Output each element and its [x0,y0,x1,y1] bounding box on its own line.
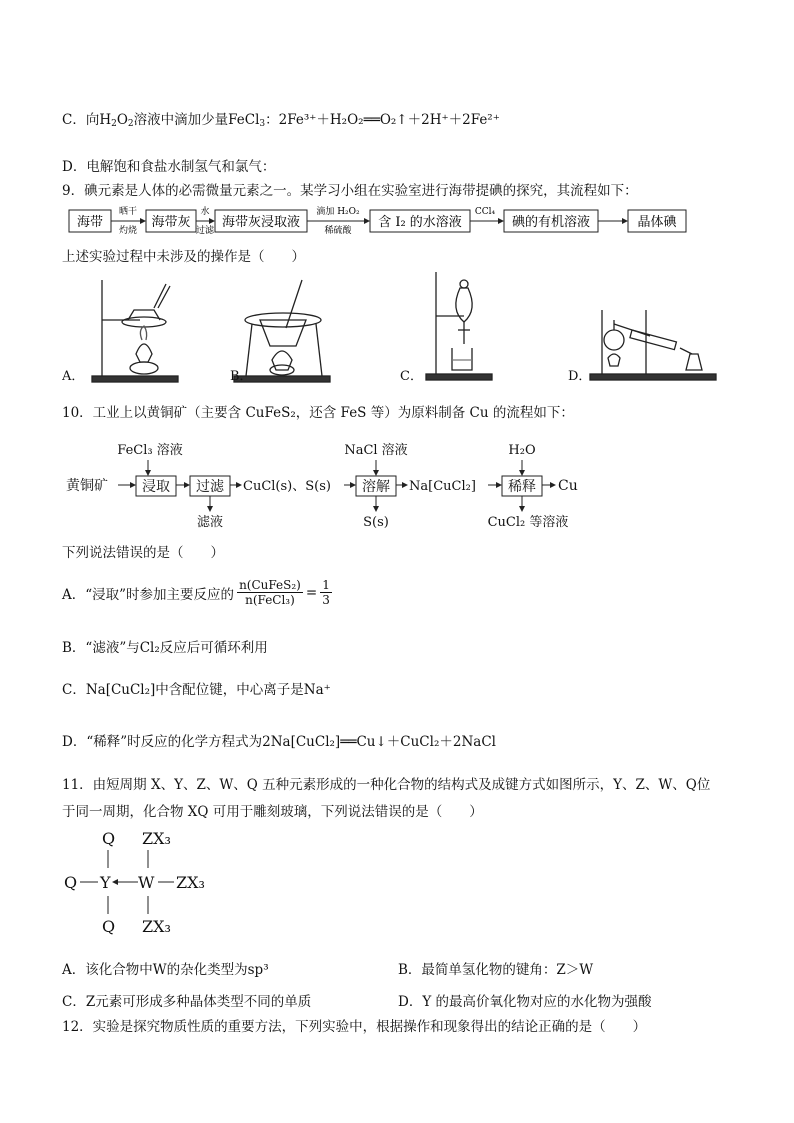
q10-option-b: B．“滤液”与Cl₂反应后可循环利用 [62,640,268,656]
svg-text:H₂O: H₂O [508,443,536,458]
svg-text:CuCl₂ 等溶液: CuCl₂ 等溶液 [487,515,569,530]
apparatus-b-evaporation [234,280,330,382]
svg-text:浸取: 浸取 [142,479,170,495]
q8-option-d: D．电解饱和食盐水制氢气和氯气： [62,159,276,175]
q9-option-c-label: C． [400,369,423,384]
q11-stem-line2: 于同一周期，化合物 XQ 可用于雕刻玻璃，下列说法错误的是（ ） [62,804,483,820]
q10-option-d: D．“稀释”时反应的化学方程式为2Na[CuCl₂]══Cu↓＋CuCl₂＋2NaCl [62,734,496,750]
svg-text:稀释: 稀释 [508,479,536,495]
svg-text:Na[CuCl₂]: Na[CuCl₂] [409,479,476,494]
q9-box-1-label: 海带 [76,215,104,230]
svg-text:灼烧: 灼烧 [118,226,138,236]
svg-text:Cu: Cu [558,478,578,494]
q9-option-d-label: D． [568,369,592,384]
q11-option-b: B．最简单氢化物的键角：Z＞W [398,962,594,978]
svg-text:过滤: 过滤 [196,479,224,495]
svg-text:CCl₄: CCl₄ [474,207,496,217]
svg-text:W: W [138,873,155,892]
svg-text:Q: Q [102,829,116,848]
q11-structure [62,826,232,944]
svg-text:NaCl 溶液: NaCl 溶液 [344,443,408,458]
svg-text:Q: Q [64,873,78,892]
apparatus-c-separatory-funnel [426,272,492,380]
q10-stem: 10．工业上以黄铜矿（主要含 CuFeS₂，还含 FeS 等）为原料制备 Cu 的流程如下： [62,405,574,421]
q9-box-4-label: 含 I₂ 的水溶液 [378,215,462,230]
svg-text:过滤: 过滤 [195,226,215,236]
svg-text:ZX₃: ZX₃ [176,873,205,892]
svg-text:滴加 H₂O₂: 滴加 H₂O₂ [316,207,360,217]
q11-option-a: A．该化合物中W的杂化类型为sp³ [62,962,269,978]
svg-text:晒干: 晒干 [118,207,138,217]
q9-option-a-label: A． [62,369,85,384]
q9-question: 上述实验过程中未涉及的操作是（ ） [62,249,305,265]
q9-apparatus-figures [62,270,722,390]
svg-text:Y: Y [100,873,111,892]
svg-text:ZX₃: ZX₃ [142,917,171,936]
svg-text:Q: Q [102,917,116,936]
q10-flowchart [62,432,622,532]
q8-option-c: C．向$H_2O_2$溶液中滴加少量FeCl$_3$：2Fe³⁺＋H₂O₂══O₂↑＋2H⁺＋2Fe²⁺ [62,112,500,129]
q9-flowchart [62,200,722,240]
q9-box-2-label: 海带灰 [151,215,191,230]
q9-stem: 9．碘元素是人体的必需微量元素之一。某学习小组在实验室进行海带提碘的探究，其流程如下： [62,183,638,199]
q11-option-d: D．Y 的最高价氧化物对应的水化物为强酸 [398,994,652,1010]
q11-option-c: C．Z元素可形成多种晶体类型不同的单质 [62,994,312,1010]
svg-text:S(s): S(s) [363,515,389,530]
svg-text:黄铜矿: 黄铜矿 [66,478,108,494]
q10-question: 下列说法错误的是（ ） [62,545,224,561]
svg-text:ZX₃: ZX₃ [142,829,171,848]
apparatus-d-distillation [590,310,716,380]
q12-stem: 12．实验是探究物质性质的重要方法，下列实验中，根据操作和现象得出的结论正确的是（ ） [62,1019,647,1035]
svg-text:CuCl(s)、S(s): CuCl(s)、S(s) [243,479,331,494]
svg-text:稀硫酸: 稀硫酸 [324,226,352,236]
svg-text:水: 水 [200,207,210,217]
svg-text:滤液: 滤液 [196,515,224,530]
svg-text:溶解: 溶解 [362,479,390,495]
q9-box-5-label: 碘的有机溶液 [511,215,591,230]
q10-option-a: A．“浸取”时参加主要反应的 n(CuFeS₂) n(FeCl₃) = $\frac{1}{3}$ [62,578,330,607]
q9-box-6-label: 晶体碘 [637,215,677,230]
svg-text:FeCl₃ 溶液: FeCl₃ 溶液 [117,443,183,458]
apparatus-a-crucible-burning [92,280,178,382]
q10-option-c: C．Na[CuCl₂]中含配位键，中心离子是Na⁺ [62,682,331,698]
q9-option-b-label: B． [230,369,253,384]
q11-stem-line1: 11．由短周期 X、Y、Z、W、Q 五种元素形成的一种化合物的结构式及成键方式如图所示，Y、Z、W、Q位 [62,777,711,793]
q9-box-3-label: 海带灰浸取液 [221,215,301,230]
